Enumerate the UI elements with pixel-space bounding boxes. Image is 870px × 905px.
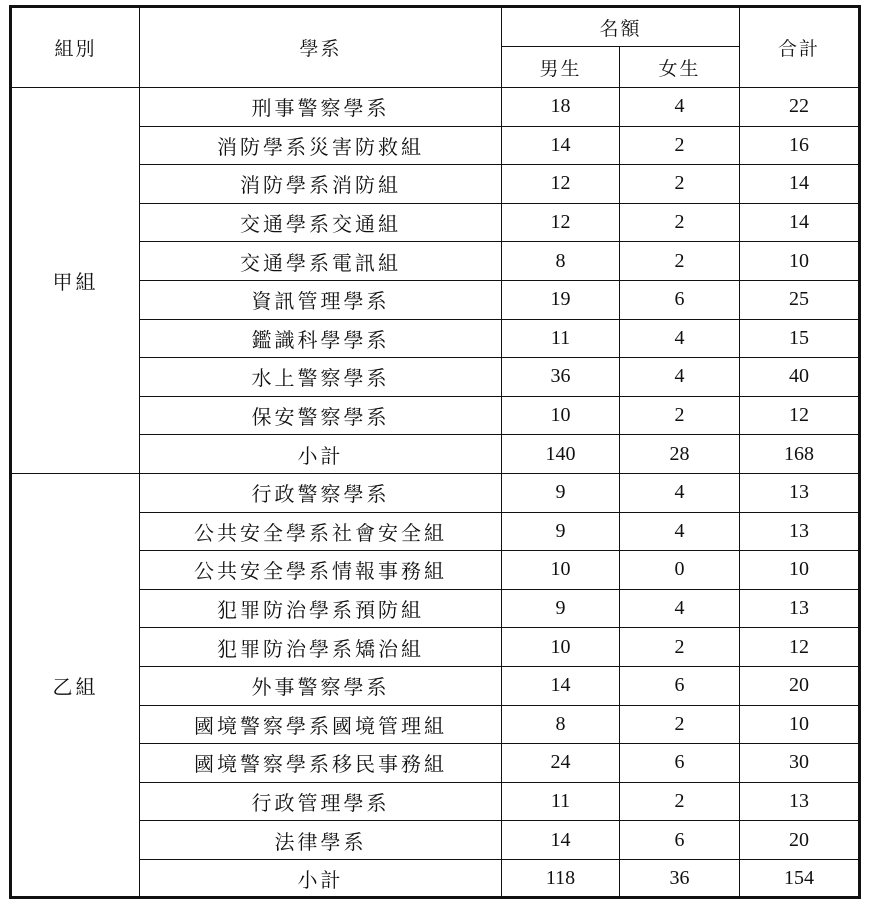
female-count-cell: 4 bbox=[620, 319, 740, 358]
department-cell: 公共安全學系情報事務組 bbox=[140, 551, 502, 590]
department-cell: 國境警察學系移民事務組 bbox=[140, 744, 502, 783]
female-count-cell: 4 bbox=[620, 589, 740, 628]
total-count-cell: 14 bbox=[740, 165, 860, 204]
department-cell: 外事警察學系 bbox=[140, 666, 502, 705]
male-count-cell: 14 bbox=[502, 821, 620, 860]
subtotal-male-cell: 140 bbox=[502, 435, 620, 474]
male-count-cell: 14 bbox=[502, 126, 620, 165]
department-cell: 行政警察學系 bbox=[140, 473, 502, 512]
male-count-cell: 18 bbox=[502, 88, 620, 127]
female-count-cell: 2 bbox=[620, 242, 740, 281]
total-count-cell: 16 bbox=[740, 126, 860, 165]
table-row bbox=[11, 88, 860, 127]
total-count-cell: 20 bbox=[740, 666, 860, 705]
male-count-cell: 11 bbox=[502, 782, 620, 821]
male-count-cell: 14 bbox=[502, 666, 620, 705]
male-count-cell: 9 bbox=[502, 473, 620, 512]
male-count-cell: 10 bbox=[502, 551, 620, 590]
female-count-cell: 6 bbox=[620, 744, 740, 783]
subtotal-label-cell: 小計 bbox=[140, 859, 502, 898]
subtotal-total-cell: 154 bbox=[740, 859, 860, 898]
total-count-cell: 13 bbox=[740, 782, 860, 821]
male-count-cell: 36 bbox=[502, 358, 620, 397]
table-header bbox=[11, 7, 860, 88]
department-cell: 公共安全學系社會安全組 bbox=[140, 512, 502, 551]
group-name-cell: 甲組 bbox=[11, 88, 140, 474]
female-count-cell: 2 bbox=[620, 396, 740, 435]
male-count-cell: 9 bbox=[502, 589, 620, 628]
female-count-cell: 4 bbox=[620, 88, 740, 127]
male-count-cell: 10 bbox=[502, 628, 620, 667]
department-cell: 鑑識科學學系 bbox=[140, 319, 502, 358]
female-count-cell: 4 bbox=[620, 358, 740, 397]
female-count-cell: 6 bbox=[620, 821, 740, 860]
female-count-cell: 2 bbox=[620, 628, 740, 667]
department-cell: 消防學系災害防救組 bbox=[140, 126, 502, 165]
subtotal-female-cell: 28 bbox=[620, 435, 740, 474]
total-count-cell: 30 bbox=[740, 744, 860, 783]
total-header: 合計 bbox=[740, 7, 860, 88]
male-count-cell: 19 bbox=[502, 280, 620, 319]
male-count-cell: 9 bbox=[502, 512, 620, 551]
department-cell: 水上警察學系 bbox=[140, 358, 502, 397]
total-count-cell: 14 bbox=[740, 203, 860, 242]
group-name-cell: 乙組 bbox=[11, 473, 140, 898]
total-count-cell: 25 bbox=[740, 280, 860, 319]
female-count-cell: 2 bbox=[620, 705, 740, 744]
group-header: 組別 bbox=[11, 7, 140, 88]
subtotal-label-cell: 小計 bbox=[140, 435, 502, 474]
male-header: 男生 bbox=[502, 47, 620, 88]
male-count-cell: 8 bbox=[502, 242, 620, 281]
male-count-cell: 10 bbox=[502, 396, 620, 435]
total-count-cell: 12 bbox=[740, 628, 860, 667]
department-cell: 法律學系 bbox=[140, 821, 502, 860]
female-count-cell: 6 bbox=[620, 280, 740, 319]
department-cell: 消防學系消防組 bbox=[140, 165, 502, 204]
female-count-cell: 2 bbox=[620, 203, 740, 242]
female-count-cell: 2 bbox=[620, 165, 740, 204]
female-count-cell: 2 bbox=[620, 782, 740, 821]
total-count-cell: 22 bbox=[740, 88, 860, 127]
department-cell: 資訊管理學系 bbox=[140, 280, 502, 319]
quota-header: 名額 bbox=[502, 7, 740, 47]
department-header: 學系 bbox=[140, 7, 502, 88]
total-count-cell: 40 bbox=[740, 358, 860, 397]
subtotal-total-cell: 168 bbox=[740, 435, 860, 474]
department-cell: 國境警察學系國境管理組 bbox=[140, 705, 502, 744]
female-count-cell: 6 bbox=[620, 666, 740, 705]
department-cell: 犯罪防治學系矯治組 bbox=[140, 628, 502, 667]
female-header: 女生 bbox=[620, 47, 740, 88]
department-cell: 交通學系電訊組 bbox=[140, 242, 502, 281]
department-cell: 保安警察學系 bbox=[140, 396, 502, 435]
female-count-cell: 4 bbox=[620, 512, 740, 551]
male-count-cell: 12 bbox=[502, 203, 620, 242]
total-count-cell: 15 bbox=[740, 319, 860, 358]
department-cell: 行政管理學系 bbox=[140, 782, 502, 821]
total-count-cell: 13 bbox=[740, 589, 860, 628]
male-count-cell: 11 bbox=[502, 319, 620, 358]
female-count-cell: 0 bbox=[620, 551, 740, 590]
department-cell: 交通學系交通組 bbox=[140, 203, 502, 242]
total-count-cell: 10 bbox=[740, 705, 860, 744]
male-count-cell: 12 bbox=[502, 165, 620, 204]
total-count-cell: 20 bbox=[740, 821, 860, 860]
total-count-cell: 10 bbox=[740, 551, 860, 590]
female-count-cell: 4 bbox=[620, 473, 740, 512]
department-cell: 刑事警察學系 bbox=[140, 88, 502, 127]
total-count-cell: 13 bbox=[740, 473, 860, 512]
female-count-cell: 2 bbox=[620, 126, 740, 165]
department-cell: 犯罪防治學系預防組 bbox=[140, 589, 502, 628]
male-count-cell: 8 bbox=[502, 705, 620, 744]
subtotal-female-cell: 36 bbox=[620, 859, 740, 898]
total-count-cell: 10 bbox=[740, 242, 860, 281]
table-row bbox=[11, 473, 860, 512]
total-count-cell: 13 bbox=[740, 512, 860, 551]
total-count-cell: 12 bbox=[740, 396, 860, 435]
table-body bbox=[11, 88, 860, 898]
male-count-cell: 24 bbox=[502, 744, 620, 783]
quota-table bbox=[9, 5, 861, 899]
subtotal-male-cell: 118 bbox=[502, 859, 620, 898]
